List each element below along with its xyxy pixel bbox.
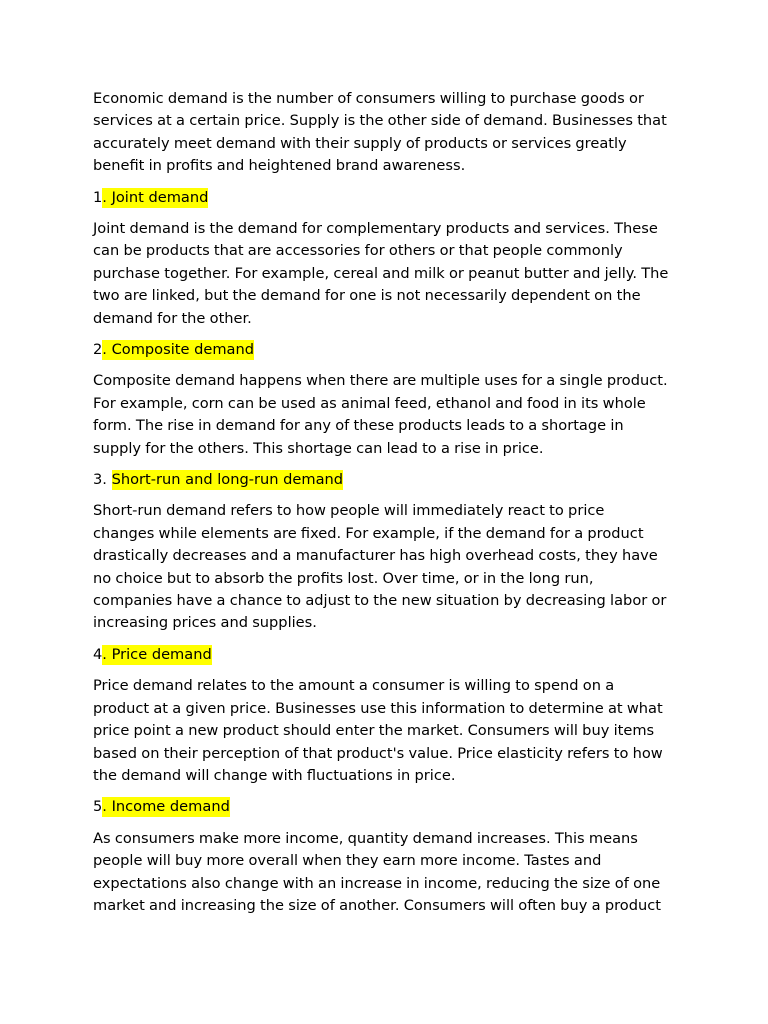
section-number: 3. (93, 471, 112, 489)
highlighted-section-title: . Composite demand (102, 341, 255, 359)
highlighted-section-title: . Income demand (102, 798, 230, 816)
section-body-composite-demand (93, 370, 683, 460)
section-heading-income-demand (93, 796, 683, 818)
highlighted-section-title: . Joint demand (102, 188, 209, 206)
body-line: purchase together. For example, cereal and milk or peanut butter and jelly. The (93, 264, 669, 282)
body-line: For example, corn can be used as animal feed, ethanol and food in its whole (93, 394, 646, 412)
body-line: market and increasing the size of another. Consumers will often buy a product (93, 896, 661, 914)
body-line: companies have a chance to adjust to the new situation by decreasing labor or (93, 592, 667, 610)
section-body-income-demand (93, 828, 683, 918)
body-line: product at a given price. Businesses use this information to determine at what (93, 699, 663, 717)
body-line: people will buy more overall when they earn more income. Tastes and (93, 852, 602, 870)
body-line: two are linked, but the demand for one is not necessarily dependent on the (93, 287, 641, 305)
intro-paragraph (93, 88, 683, 178)
section-number: 4 (93, 645, 103, 663)
body-line: form. The rise in demand for any of these products leads to a shortage in (93, 417, 624, 435)
section-number: 5 (93, 798, 103, 816)
section-heading-composite-demand (93, 339, 683, 361)
body-line: As consumers make more income, quantity demand increases. This means (93, 829, 638, 847)
body-line: supply for the others. This shortage can lead to a rise in price. (93, 439, 544, 457)
intro-line: Economic demand is the number of consumers willing to purchase goods or (93, 90, 644, 107)
body-line: no choice but to absorb the profits lost. Over time, or in the long run, (93, 569, 594, 587)
intro-line: services at a certain price. Supply is the other side of demand. Businesses that (93, 112, 667, 130)
section-number: 2 (93, 341, 103, 359)
body-line: expectations also change with an increase in income, reducing the size of one (93, 874, 661, 892)
section-body-joint-demand (93, 218, 683, 330)
section-heading-joint-demand (93, 187, 683, 209)
body-line: Price demand relates to the amount a consumer is willing to spend on a (93, 677, 615, 695)
body-line: based on their perception of that product's value. Price elasticity refers to how (93, 744, 663, 762)
section-heading-short-run-long-run-demand (93, 469, 683, 491)
intro-line: benefit in profits and heightened brand awareness. (93, 157, 466, 175)
body-line: price point a new product should enter the market. Consumers will buy items (93, 722, 655, 740)
section-body-short-run-long-run-demand (93, 500, 683, 634)
document-page (93, 88, 683, 917)
section-number: 1 (93, 188, 103, 206)
body-line: Joint demand is the demand for complementary products and services. These (93, 220, 658, 238)
body-line: Composite demand happens when there are multiple uses for a single product. (93, 372, 668, 390)
body-line: increasing prices and supplies. (93, 614, 317, 632)
body-line: the demand will change with fluctuations in price. (93, 766, 456, 784)
intro-line: accurately meet demand with their supply of products or services greatly (93, 134, 627, 152)
section-body-price-demand (93, 675, 683, 787)
highlighted-section-title: . Price demand (102, 645, 212, 663)
body-line: demand for the other. (93, 309, 252, 327)
body-line: drastically decreases and a manufacturer has high overhead costs, they have (93, 547, 658, 565)
body-line: changes while elements are fixed. For example, if the demand for a product (93, 524, 644, 542)
body-line: can be products that are accessories for others or that people commonly (93, 242, 623, 260)
section-heading-price-demand (93, 644, 683, 666)
body-line: Short-run demand refers to how people will immediately react to price (93, 502, 605, 520)
highlighted-section-title: Short-run and long-run demand (111, 471, 344, 489)
